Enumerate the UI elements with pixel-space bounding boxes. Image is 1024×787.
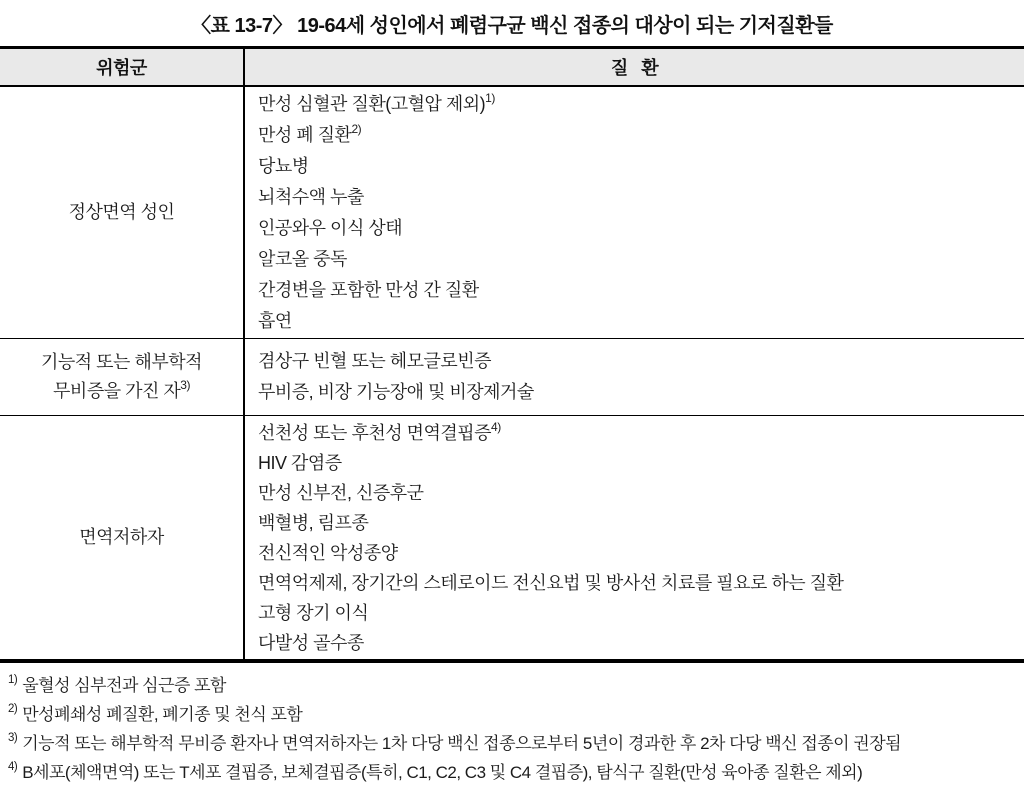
risk-group-label — [41, 348, 202, 377]
disease-text: 만성 폐 질환 — [258, 124, 352, 145]
disease-text: 인공와우 이식 상태 — [258, 217, 403, 238]
risk-group-cell — [0, 416, 245, 659]
disease-text: 뇌척수액 누출 — [258, 186, 364, 207]
header-cell-risk-group: 위험군 — [0, 49, 245, 85]
risk-group-cell — [0, 339, 245, 415]
disease-item — [258, 418, 1024, 448]
footnote — [8, 700, 1024, 729]
footnote-marker: 3) — [8, 732, 18, 745]
risk-group-label — [79, 523, 163, 552]
disease-item — [258, 377, 1024, 408]
footnote-marker: 1) — [485, 90, 495, 105]
table-row-group-normal-immunity — [0, 87, 1024, 339]
disease-text: 겸상구 빈혈 또는 헤모글로빈증 — [258, 351, 492, 371]
disease-text: 만성 신부전, 신증후군 — [258, 482, 424, 503]
disease-text: HIV 감염증 — [258, 452, 342, 473]
disease-text: 무비증, 비장 기능장애 및 비장제거술 — [258, 382, 534, 402]
risk-group-label-text: 무비증을 가진 자 — [53, 381, 181, 401]
risk-group-label-text: 면역저하자 — [79, 527, 164, 547]
disease-item — [258, 213, 1024, 244]
risk-group-label — [69, 198, 175, 227]
disease-text: 백혈병, 림프종 — [258, 512, 369, 533]
disease-list-cell — [245, 416, 1024, 659]
risk-group-label-text: 정상면역 성인 — [68, 202, 175, 222]
disease-text: 당뇨병 — [258, 155, 309, 176]
disease-item — [258, 244, 1024, 275]
footnote-marker: 1) — [8, 674, 18, 687]
disease-item — [258, 478, 1024, 508]
disease-list-cell — [245, 87, 1024, 338]
disease-text: 선천성 또는 후천성 면역결핍증 — [258, 422, 492, 443]
disease-item — [258, 151, 1024, 182]
disease-item — [258, 598, 1024, 628]
footnote-marker: 2) — [351, 121, 362, 136]
table-row-group-immunocompromised — [0, 416, 1024, 659]
disease-item — [258, 628, 1024, 658]
disease-text: 면역억제제, 장기간의 스테로이드 전신요법 및 방사선 치료를 필요로 하는 질환 — [258, 572, 844, 593]
footnote-text: B세포(체액면역) 또는 T세포 결핍증, 보체결핍증(특히, C1, C2, C3 및 C4 결핍증), 탐식구 질환(만성 육아종 질환은 제외) — [22, 763, 863, 782]
footnote — [8, 758, 1024, 787]
disease-text: 간경변을 포함한 만성 간 질환 — [258, 279, 479, 300]
disease-text: 전신적인 악성종양 — [258, 542, 398, 563]
disease-item — [258, 89, 1024, 120]
disease-item — [258, 120, 1024, 151]
table-header-row — [0, 49, 1024, 87]
disease-text: 다발성 골수종 — [258, 632, 364, 653]
footnotes-section — [0, 663, 1024, 787]
disease-item — [258, 448, 1024, 478]
disease-item — [258, 538, 1024, 568]
disease-item — [258, 568, 1024, 598]
disease-item — [258, 346, 1024, 377]
footnote — [8, 729, 1024, 758]
disease-list-cell — [245, 339, 1024, 415]
footnote-marker: 2) — [8, 703, 18, 716]
footnote-marker: 3) — [180, 378, 190, 392]
footnote-text: 울혈성 심부전과 심근증 포함 — [22, 676, 226, 695]
disease-text: 알코올 중독 — [258, 248, 347, 269]
header-cell-disease: 질 환 — [245, 49, 1024, 85]
risk-disease-table — [0, 46, 1024, 663]
disease-item — [258, 275, 1024, 306]
disease-item — [258, 508, 1024, 538]
disease-item — [258, 182, 1024, 213]
risk-group-label-text: 기능적 또는 해부학적 — [41, 352, 202, 372]
footnote-marker: 4) — [491, 419, 501, 434]
table-title: 〈표 13-7〉 19-64세 성인에서 폐렴구균 백신 접종의 대상이 되는 기저질환들 — [191, 14, 833, 37]
footnote-text: 기능적 또는 해부학적 무비증 환자나 면역저하자는 1차 다당 백신 접종으로부터 5년이 경과한 후 2차 다당 백신 접종이 권장됨 — [22, 734, 902, 753]
footnote — [8, 671, 1024, 700]
disease-text: 흡연 — [258, 310, 292, 331]
disease-text: 고형 장기 이식 — [258, 602, 369, 623]
footnote-text: 만성폐쇄성 폐질환, 폐기종 및 천식 포함 — [22, 705, 303, 724]
title-bar — [0, 0, 1024, 46]
disease-item — [258, 306, 1024, 337]
table-row-group-asplenia — [0, 339, 1024, 416]
footnote-marker: 4) — [8, 761, 18, 774]
disease-text: 만성 심혈관 질환(고혈압 제외) — [258, 93, 486, 114]
risk-group-label — [53, 377, 190, 406]
risk-group-cell — [0, 87, 245, 338]
